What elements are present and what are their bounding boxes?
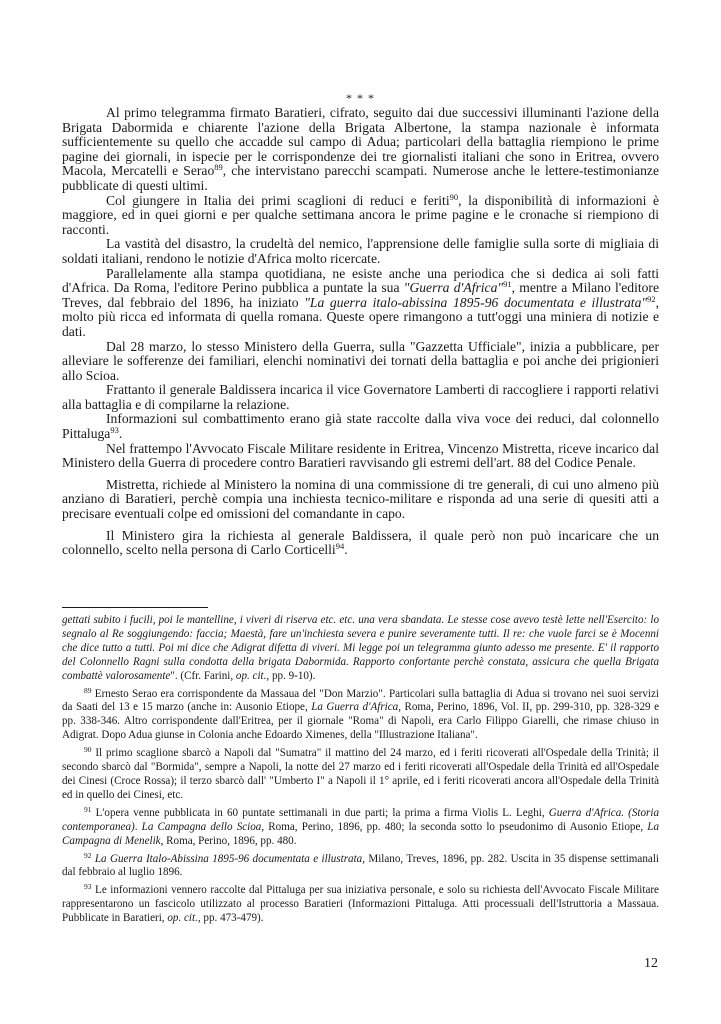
footnote: [62, 804, 660, 849]
italic-text: op. cit.: [167, 912, 198, 925]
paragraph: [62, 106, 659, 194]
text-run: , Roma, Perino, 1896, pp. 480.: [160, 834, 297, 847]
text-run: Frattanto il generale Baldissera incarica il vice Governatore Lamberti di raccogliere i rapporti relativi alla battaglia e di compilarne la relazione.: [62, 382, 659, 412]
italic-text: Guerra d'Africa. (Storia contemporanea): [62, 806, 659, 833]
footnote-reference: 94: [335, 541, 345, 552]
page-number: 12: [644, 956, 658, 971]
text-run: Le informazioni vennero raccolte dal Pittaluga per sua iniziativa personale, e solo su richiesta dell'Avvocato Fiscale Militare rappresentarono un fascicolo utilizzato al processo Baratieri (Informazioni Pittaluga. Atti processuali dell'Istruttoria a Massaua. Pubblicate in Baratieri,: [62, 884, 659, 925]
footnote-reference: 91: [503, 279, 512, 290]
text-run: .: [134, 820, 142, 833]
text-run: , Roma, Perino, 1896, Vol. II, pp. 299-310, pp. 328-329 e pp. 338-346. Altro corrispondente dall'Eritrea, per il giornale "Roma" di Napoli, era Carlo Filippo Giarelli, che rimase chiuso in Adigrat. Dopo Adua giunse in Colonia anche Edoardo Ximenes, della "Illustrazione Italiana".: [62, 701, 659, 742]
footnote-reference: 92: [84, 850, 92, 860]
footnote-reference: 89: [214, 162, 223, 173]
footnote-reference: 89: [84, 685, 92, 695]
text-run: La vastità del disastro, la crudeltà del nemico, l'apprensione delle famiglie sulla sorte di migliaia di soldati italiani, rendono le notizie d'Africa molto ricercate.: [62, 236, 659, 266]
text-run: L'opera venne pubblicata in 60 puntate settimanali in due parti; la prima a firma Violis L. Leghi,: [91, 806, 549, 819]
text-run: , Roma, Perino, 1896, pp. 480; la seconda sotto lo pseudonimo di Ausonio Etiope,: [261, 820, 648, 833]
paragraph: [62, 267, 659, 340]
section-separator: * * *: [346, 91, 375, 105]
text-run: ". (Cfr. Farini,: [170, 669, 236, 682]
text-run: , pp. 9-10).: [266, 669, 316, 682]
italic-text: op. cit.: [235, 669, 267, 682]
text-run: Informazioni sul combattimento erano già state raccolte dalla viva voce dei reduci, dal colonnello Pittaluga: [62, 411, 659, 442]
italic-text: La Campagna di Menelik: [62, 820, 660, 847]
text-run: Il primo scaglione sbarcò a Napoli dal "Sumatra" il mattino del 24 marzo, ed i feriti ricoverati all'Ospedale della Trinità; il secondo sbarcò dal "Bormida", sempre a Napoli, la notte del 27 marzo ed i feriti ricoverati all'Ospedale della Trinità ed all'Ospedale dei Cinesi (Croce Rossa); il terzo sbarcò dall' "Umberto I" a Napoli il 1° aprile, ed i feriti ricoverati ancora all'Ospedale della Trinità ed in quello dei Cinesi, etc.: [62, 747, 659, 801]
paragraph: [62, 340, 659, 384]
footnote-reference: 91: [84, 804, 92, 814]
footnote-reference: 93: [84, 882, 92, 892]
paragraph: [62, 442, 659, 471]
text-run: , la disponibilità di informazioni è maggiore, ed in quei giorni e per qualche settimana ancora le prime pagine e le cronache si riempiono di racconti.: [62, 192, 659, 237]
footnote: [62, 685, 659, 744]
paragraph: [62, 529, 659, 558]
footnote: [62, 850, 659, 881]
footnote: [62, 614, 659, 684]
italic-text: gettati subito i fucili, poi le mantelline, i viveri di riserva etc. etc. una vera sbandata. Le stesse cose avevo testè lette nell'Esercito: lo segnalo al Re soggiungendo: faccia; Maestà, fare un'inchiesta severa e punire severamente tutti. Il re: che vuole farci se è Mocenni che dice tutto a tutti. Poi mi dice che Adigrat difetta di viveri. Mi legge poi un telegramma giunto adesso me presente. E' il rapporto del Colonnello Ragni sulla condotta della brigata Dabormida. Rapporto confortante perchè constata, assicura che quella Brigata combattè valorosamente: [62, 614, 659, 682]
text-run: , pp. 473-479).: [197, 912, 264, 925]
footnote-reference: 92: [647, 293, 656, 304]
footnote: [62, 884, 659, 926]
text-run: , molto più ricca ed informata di quella romana. Queste opere rimangono a tutt'oggi una miniera di notizie e dati.: [62, 294, 659, 339]
text-run: Dal 28 marzo, lo stesso Ministero della Guerra, sulla "Gazzetta Ufficiale", inizia a pubblicare, per alleviare le sofferenze dei familiari, elenchi nominativi dei tornati della battaglia e poi anche dei prigionieri allo Scioa.: [62, 338, 659, 383]
text-run: , che intervistano parecchi scampati. Numerose anche le lettere-testimonianze pubblicate di questi ultimi.: [62, 163, 659, 193]
footnote-reference: 90: [84, 745, 92, 755]
footnote-separator-rule: [62, 607, 208, 608]
body-text: [62, 106, 659, 558]
italic-text: "La guerra italo-abissina 1895-96 documentata e illustrata": [304, 294, 648, 310]
paragraph: [62, 412, 659, 441]
text-run: .: [344, 542, 348, 558]
footnote-reference: 93: [110, 425, 119, 436]
text-run: Mistretta, richiede al Ministero la nomina di una commissione di tre generali, di cui uno almeno più anziano di Baratieri, perchè compia una inchiesta tecnico-militare e risponda ad una serie di quesiti atti a precisare eventuali colpe ed omissioni del comandante in capo.: [62, 476, 659, 522]
text-run: Al primo telegramma firmato Baratieri, cifrato, seguito dai due successivi illuminanti l'azione della Brigata Dabormida e chiarente l'azione della Brigata Albertone, la stampa nazionale è informata sufficientemente su quello che accadde sul campo di Adua; particolari della battaglia riempiono le prime pagine dei giornali, in ispecie per le corrispondenze dei tre giornalisti italiani che sono in Eritrea, ovvero Macola, Mercatelli e Serao: [62, 105, 659, 179]
italic-text: La Campagna dello Scioa: [141, 820, 262, 833]
paragraph: [62, 237, 659, 266]
text-run: Parallelamente alla stampa quotidiana, ne esiste anche una periodica che si dedica ai soli fatti d'Africa. Da Roma, l'editore Perino pubblica a puntate la sua: [62, 265, 659, 296]
text-run: Nel frattempo l'Avvocato Fiscale Militare residente in Eritrea, Vincenzo Mistretta, riceve incarico dal Ministero della Guerra di procedere contro Baratieri ravvisando gli estremi dell'art. 88 del Codice Penale.: [62, 440, 659, 471]
text-run: Col giungere in Italia dei primi scaglioni di reduci e feriti: [106, 192, 450, 208]
italic-text: "Guerra d'Africa": [403, 280, 504, 296]
text-run: .: [118, 426, 123, 442]
footnote-reference: 90: [449, 191, 459, 202]
paragraph: [62, 383, 659, 412]
footnotes: [62, 614, 659, 926]
paragraph: [62, 191, 659, 238]
text-run: Ernesto Serao era corrispondente da Massaua del "Don Marzio". Particolari sulla battaglia di Adua si trovano nei suoi servizi da Saati del 13 e 15 marzo (anche in: Ausonio Etiope,: [62, 687, 659, 714]
paragraph: [62, 478, 659, 522]
footnote: [62, 747, 659, 803]
italic-text: La Guerra Italo-Abissina 1895-96 documentata e illustrata: [94, 852, 363, 865]
italic-text: La Guerra d'Africa: [311, 701, 399, 714]
text-run: , Milano, Treves, 1896, pp. 282. Uscita in 35 dispense settimanali dal febbraio al luglio 1896.: [62, 852, 659, 879]
text-run: Il Ministero gira la richiesta al generale Baldissera, il quale però non può incaricare che un colonnello, scelto nella persona di Carlo Corticelli: [62, 527, 659, 558]
text-run: , mentre a Milano l'editore Treves, dal febbraio del 1896, ha iniziato: [62, 280, 659, 310]
